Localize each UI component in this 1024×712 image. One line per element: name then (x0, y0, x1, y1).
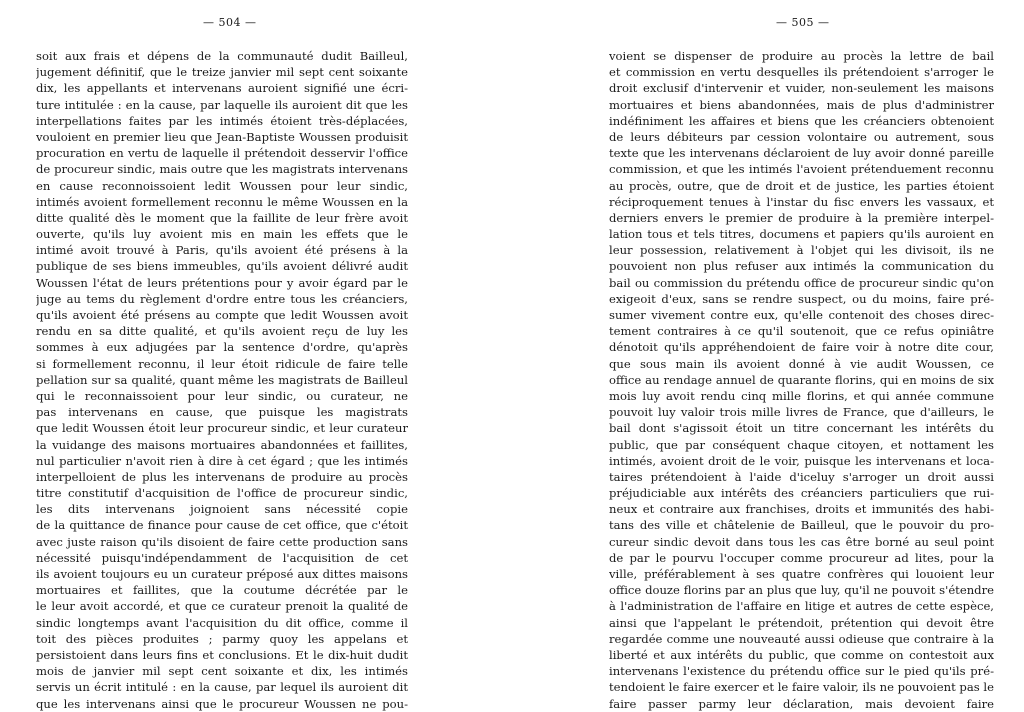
text-line: nul particulier n'avoit rien à dire à cet égard ; que les intimés (36, 453, 408, 468)
text-line: de procureur sindic, mais outre que les magistrats intervenans (36, 162, 408, 177)
text-line: pellation sur sa qualité, quant même les magistrats de Bailleul (36, 372, 408, 387)
text-line: ainsi que l'appelant le prétendoit, prétention qui devoit être (609, 615, 994, 630)
text-line: interpellations faites par les intimés étoient très-déplacées, (36, 113, 408, 128)
text-line: qui le reconnaissoient pour leur sindic, ou curateur, ne (36, 388, 408, 403)
right-page (512, 0, 1024, 710)
text-line: de la quittance de finance pour cause de cet office, que c'étoit (36, 518, 408, 533)
text-line: ils avoient toujours eu un curateur préposé aux dittes maisons (36, 567, 408, 581)
text-line: neux et contraire aux franchises, droits et immunités des habi- (609, 502, 994, 517)
text-line: bail dont s'agissoit étoit un titre concernant les intérêts du (609, 421, 994, 436)
text-line: toit des pièces produites ; parmy quoy les appelans et (36, 631, 408, 646)
text-line: office douze florins par an plus que luy, qu'il ne pouvoit s'étendre (609, 583, 994, 598)
text-line: office au rendage annuel de quarante florins, qui en moins de six (609, 372, 994, 387)
text-line: pouvoit luy valoir trois mille livres de France, que d'ailleurs, le (609, 405, 994, 420)
text-line: juge au tems du règlement d'ordre entre tous les créanciers, (36, 291, 408, 306)
text-line: intimés, avoient droit de le voir, puisque les intervenans et loca- (609, 453, 994, 468)
text-line: mortuaires et biens abandonnées, mais de plus d'administrer (609, 97, 994, 112)
text-line: servis un écrit intitulé : en la cause, par lequel ils auroient dit (36, 680, 408, 695)
text-line: au procès, outre, que de droit et de justice, les parties étoient (609, 178, 994, 193)
text-line: taires prétendoient à l'aide d'iceluy s'arroger un droit aussi (609, 469, 994, 484)
page-body-text (36, 48, 408, 712)
text-line: à l'administration de l'affaire en litige et autres de cette espèce, (609, 599, 994, 614)
page-number: — 505 — (776, 16, 830, 29)
text-line: rendu en sa ditte qualité, et qu'ils avoient reçu de luy les (36, 324, 408, 339)
text-line: sindic longtemps avant l'acquisition du dit office, comme il (36, 615, 408, 630)
text-line: faire passer parmy leur déclaration, mais devoient faire (609, 696, 994, 711)
text-line: vouloient en premier lieu que Jean-Baptiste Woussen produisit (36, 129, 408, 144)
text-line: mortuaires et faillites, que la coutume décrétée par le (36, 583, 408, 598)
text-line: si formellement reconnu, il leur étoit ridicule de faire telle (36, 356, 408, 371)
text-line: que sous main ils avoient donné à vie audit Woussen, ce (609, 356, 994, 371)
text-line: pas intervenans en cause, que puisque les magistrats (36, 405, 408, 420)
text-line: cureur sindic devoit dans tous les cas être borné au seul point (609, 534, 994, 549)
text-line: les dits intervenans joignoient sans nécessité copie (36, 502, 408, 517)
text-line: nécessité puisqu'indépendamment de l'acquisition de cet (36, 550, 408, 565)
text-line: tendoient le faire exercer et le faire valoir, ils ne pouvoient pas le (609, 680, 994, 695)
text-line: avec juste raison qu'ils disoient de faire cette production sans (36, 534, 408, 549)
text-line: droit exclusif d'intervenir et vuider, non-seulement les maisons (609, 81, 994, 96)
text-line: derniers envers le premier de produire à la première interpel- (609, 210, 994, 225)
text-line: Woussen l'état de leurs prétentions pour y avoir égard par le (36, 275, 408, 290)
text-line: qu'ils avoient été présens au compte que ledit Woussen avoit (36, 308, 408, 322)
text-line: sumer vivement contre eux, qu'elle contenoit des choses direc- (609, 308, 994, 322)
text-line: ture intitulée : en la cause, par laquelle ils auroient dit que les (36, 97, 408, 112)
text-line: public, que par conséquent chaque citoyen, et nottament les (609, 437, 994, 452)
text-line: dix, les appellants et intervenans auroient signifié une écri- (36, 81, 408, 96)
text-line: publique de ses biens immeubles, qu'ils avoient délivré audit (36, 259, 408, 274)
text-line: pouvoient non plus refuser aux intimés la communication du (609, 259, 994, 274)
text-line: mois de janvier mil sept cent soixante et dix, les intimés (36, 664, 408, 679)
text-line: la vuidange des maisons mortuaires abandonnées et faillites, (36, 437, 408, 452)
text-line: de par le pourvu l'occuper comme procureur ad lites, pour la (609, 550, 994, 565)
text-line: tement contraires à ce qu'il soutenoit, que ce refus opiniâtre (609, 324, 994, 339)
text-line: en cause reconnoissoient ledit Woussen pour leur sindic, (36, 178, 408, 193)
page-number: — 504 — (203, 16, 257, 29)
text-line: commission, et que les intimés l'avoient prétenduement reconnu (609, 162, 994, 177)
text-line: persistoient dans leurs fins et conclusions. Et le dix-huit dudit (36, 647, 408, 662)
text-line: soit aux frais et dépens de la communauté dudit Bailleul, (36, 49, 408, 63)
text-line: mois luy avoit rendu cinq mille florins, et qui année commune (609, 388, 994, 403)
text-line: et commission en vertu desquelles ils prétendoient s'arroger le (609, 65, 994, 80)
text-line: titre constitutif d'acquisition de l'office de procureur sindic, (36, 486, 408, 501)
text-line: préjudiciable aux intérêts des créanciers particuliers que rui- (609, 486, 994, 501)
text-line: jugement définitif, que le treize janvier mil sept cent soixante (36, 65, 408, 80)
text-line: procuration en vertu de laquelle il prétendoit desservir l'office (36, 146, 408, 161)
text-line: ouverte, qu'ils luy avoient mis en main les effets que le (36, 227, 408, 242)
text-line: texte que les intervenans déclaroient de luy avoir donné pareille (609, 146, 994, 161)
text-line: indéfiniment les affaires et biens que les créanciers obtenoient (609, 113, 994, 128)
text-line: ditte qualité dès le moment que la faillite de leur frère avoit (36, 210, 408, 225)
text-line: leur possession, relativement à l'objet qui les divisoit, ils ne (609, 243, 994, 258)
text-line: sommes à eux adjugées par la sentence d'ordre, qu'après (36, 340, 408, 355)
text-line: lation tous et tels titres, documens et papiers qu'ils auroient en (609, 227, 994, 242)
text-line: regardée comme une nouveauté aussi odieuse que contraire à la (609, 631, 994, 646)
text-line: interpelloient de plus les intervenans de produire au procès (36, 469, 408, 484)
text-line: liberté et aux intérêts du public, que comme on contestoit aux (609, 647, 994, 662)
text-line: tans des ville et châtelenie de Bailleul, que le pouvoir du pro- (609, 518, 994, 533)
text-line: exigeoit d'eux, sans se rendre suspect, ou du moins, faire pré- (609, 291, 994, 306)
left-page (0, 0, 512, 710)
text-line: le leur avoit accordé, et que ce curateur prenoit la qualité de (36, 599, 408, 614)
text-line: dénotoit qu'ils appréhendoient de faire voir à notre dite cour, (609, 340, 994, 355)
text-line: voient se dispenser de produire au procès la lettre de bail (609, 49, 994, 63)
text-line: que ledit Woussen étoit leur procureur sindic, et leur curateur (36, 421, 408, 436)
text-line: ville, préférablement à ses quatre confrères qui louoient leur (609, 567, 994, 581)
text-line: que les intervenans ainsi que le procureur Woussen ne pou- (36, 696, 408, 711)
page-body-text (609, 48, 994, 712)
text-line: bail ou commission du prétendu office de procureur sindic qu'on (609, 275, 994, 290)
text-line: intimé avoit trouvé à Paris, qu'ils avoient été présens à la (36, 243, 408, 258)
text-line: intimés avoient formellement reconnu le même Woussen en la (36, 194, 408, 209)
text-line: intervenans l'existence du prétendu office sur le pied qu'ils pré- (609, 664, 994, 679)
text-line: réciproquement tenues à l'instar du fisc envers les vassaux, et (609, 194, 994, 209)
text-line: de leurs débiteurs par cession volontaire ou autrement, sous (609, 129, 994, 144)
